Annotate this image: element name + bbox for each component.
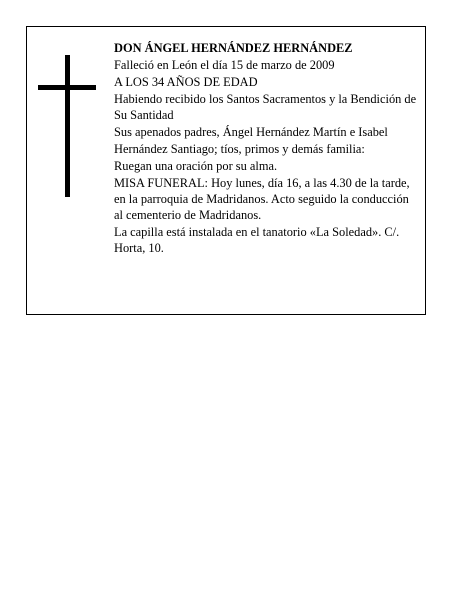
sacraments-line: Habiendo recibido los Santos Sacramentos y la Bendición de Su Santidad (114, 92, 417, 123)
death-date-line: Falleció en León el día 15 de marzo de 2009 (114, 58, 335, 73)
cross-vertical-bar (65, 55, 70, 197)
family-line: Sus apenados padres, Ángel Hernández Martín e Isabel Hernández Santiago; tíos, primos y demás familia: (114, 125, 388, 156)
prayer-line: Ruegan una oración por su alma. (114, 158, 278, 173)
age-line: A LOS 34 AÑOS DE EDAD (114, 75, 258, 90)
deceased-name: DON ÁNGEL HERNÁNDEZ HERNÁNDEZ (114, 41, 353, 55)
obituary-text (114, 40, 417, 257)
obituary-notice (26, 26, 426, 315)
funeral-mass-line: MISA FUNERAL: Hoy lunes, día 16, a las 4.30 de la tarde, en la parroquia de Madridanos. Acto seguido la conducción al cementerio de Madridanos. (114, 175, 410, 222)
chapel-line: La capilla está instalada en el tanatorio «La Soledad». C/. Horta, 10. (114, 225, 400, 256)
cross-horizontal-bar (38, 85, 96, 90)
